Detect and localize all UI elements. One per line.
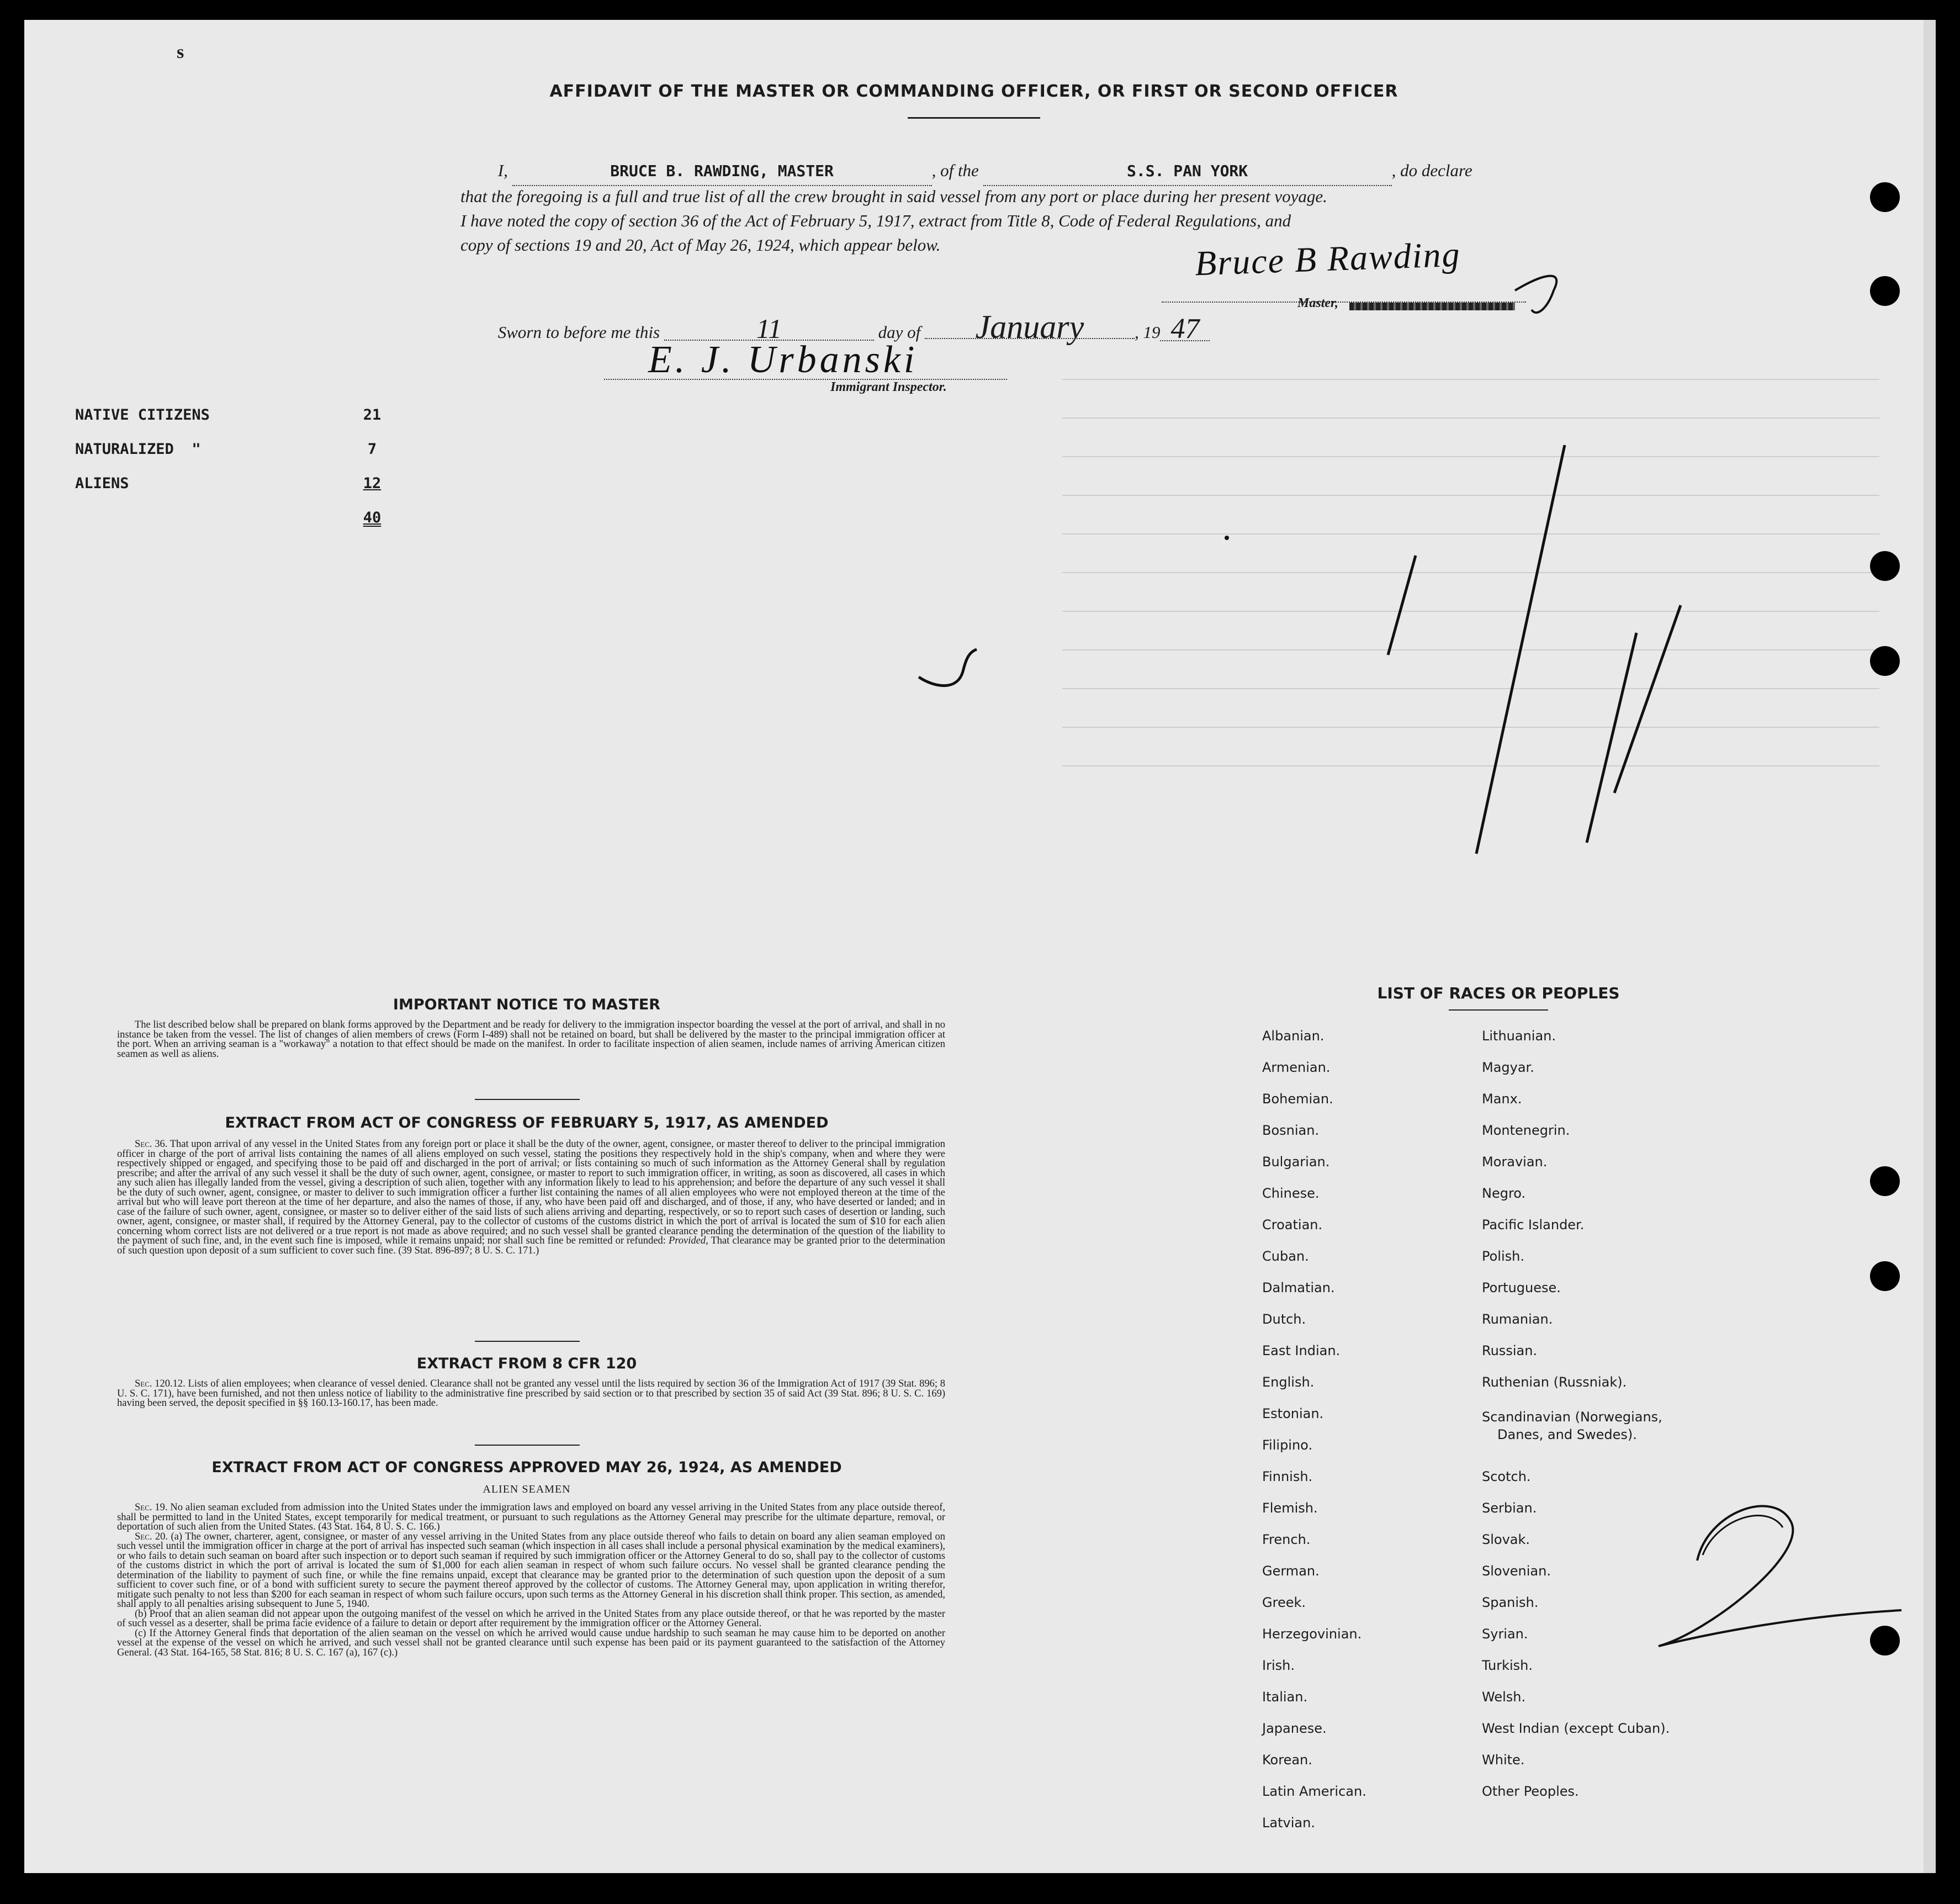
master-signature: Bruce B Rawding	[1194, 234, 1461, 283]
punch-hole	[1870, 276, 1900, 306]
year-value: 47	[1170, 313, 1200, 345]
race-item: Serbian.	[1482, 1500, 1537, 1516]
race-item: Estonian.	[1262, 1406, 1324, 1421]
master-name: BRUCE B. RAWDING, MASTER	[610, 162, 834, 180]
race-item: Dutch.	[1262, 1311, 1306, 1327]
punch-hole	[1870, 1626, 1900, 1656]
day-value: 11	[756, 313, 782, 344]
proviso-label: Provided,	[668, 1235, 708, 1246]
extract-1917-title: EXTRACT FROM ACT OF CONGRESS OF FEBRUARY 5, 1917, AS AMENDED	[225, 1114, 829, 1131]
race-item: Moravian.	[1482, 1154, 1548, 1170]
year-prefix: , 19	[1134, 322, 1161, 342]
race-item: Slovak.	[1482, 1532, 1530, 1547]
race-item: Syrian.	[1482, 1626, 1528, 1642]
notice-text	[117, 1020, 945, 1059]
master-caption: Master,	[1297, 296, 1339, 310]
declaration-line-1	[460, 157, 1565, 186]
punch-hole	[1870, 1261, 1900, 1291]
race-item: Bohemian.	[1262, 1091, 1333, 1107]
race-item: Ruthenian (Russniak).	[1482, 1374, 1627, 1390]
handwritten-page-number	[1625, 1489, 1913, 1665]
extract-cfr-text	[117, 1379, 945, 1409]
race-item: Irish.	[1262, 1658, 1295, 1673]
vessel-field	[983, 157, 1392, 186]
ink-dot	[1225, 536, 1229, 540]
races-divider	[1449, 1009, 1548, 1011]
race-item: White.	[1482, 1752, 1525, 1768]
tally-label: NATURALIZED "	[75, 441, 201, 458]
race-item: Greek.	[1262, 1595, 1306, 1610]
race-item: Flemish.	[1262, 1500, 1318, 1516]
declaration-line-4: copy of sections 19 and 20, Act of May 26, 1924, which appear below.	[460, 235, 941, 255]
inspector-caption: Immigrant Inspector.	[830, 380, 947, 394]
sworn-line	[460, 309, 1565, 346]
struck-title	[1349, 303, 1515, 310]
sworn-label: Sworn to before me this	[497, 322, 660, 342]
sec-120-label: Sec. 120.12.	[135, 1378, 186, 1389]
race-item: Japanese.	[1262, 1721, 1327, 1736]
tally-value: 7	[367, 441, 377, 458]
race-item: Albanian.	[1262, 1028, 1325, 1044]
extract-1924-title: EXTRACT FROM ACT OF CONGRESS APPROVED MAY 26, 1924, AS AMENDED	[211, 1459, 842, 1476]
extract-1917-text	[117, 1140, 945, 1256]
sec-20c-text: (c) If the Attorney General finds that deportation of the alien seaman on the vessel on which he arrived would cause undue hardship to such seaman he may cause him to be deported on another vessel at the expense of the vessel on which he arrived, and such vessel shall not be granted clearance until such expense has been paid or its payment guaranteed to the satisfaction of the Attorney General. (43 Stat. 164-165, 58 Stat. 816; 8 U. S. C. 167 (a), 167 (c).)	[117, 1627, 945, 1658]
day-of-label: day of	[878, 322, 921, 342]
race-item: Other Peoples.	[1482, 1784, 1579, 1799]
tally-label: ALIENS	[75, 475, 129, 492]
race-item: Latvian.	[1262, 1815, 1315, 1831]
corner-mark: s	[177, 42, 184, 62]
of-the-label: , of the	[931, 161, 979, 180]
races-left-column	[1262, 1028, 1483, 1857]
notice-title: IMPORTANT NOTICE TO MASTER	[393, 996, 661, 1013]
race-item: Pacific Islander.	[1482, 1217, 1585, 1233]
races-right-column	[1482, 1028, 1791, 1857]
document-page	[24, 20, 1924, 1873]
race-item: Polish.	[1482, 1249, 1524, 1264]
master-name-field	[512, 157, 932, 186]
title-divider	[908, 117, 1040, 119]
race-item: Filipino.	[1262, 1437, 1313, 1453]
punch-hole	[1870, 646, 1900, 676]
race-item: East Indian.	[1262, 1343, 1341, 1358]
do-declare-label: , do declare	[1391, 161, 1472, 180]
page-count-text: 1/11	[1327, 423, 1328, 424]
inspector-signature: E. J. Urbanski	[648, 339, 918, 381]
race-item: Portuguese.	[1482, 1280, 1561, 1295]
handwritten-page-count	[1327, 423, 1703, 876]
punch-hole	[1870, 551, 1900, 581]
race-item: Latin American.	[1262, 1784, 1366, 1799]
race-item: Finnish.	[1262, 1469, 1313, 1484]
section-divider	[475, 1445, 580, 1446]
tally-row-total	[75, 509, 406, 531]
affidavit-title: AFFIDAVIT OF THE MASTER OR COMMANDING OFFICER, OR FIRST OR SECOND OFFICER	[549, 82, 1399, 101]
tally-value: 12	[363, 475, 382, 492]
notice-paragraph: The list described below shall be prepared on blank forms approved by the Department and be ready for delivery to the immigration inspector boarding the vessel at the port of arrival, and shall in no instance be taken from the vessel. The list of changes of alien members of crews (Form I-489) shall not be retained on board, but shall be delivered by the master to the principal immigration officer at the port. When an arriving seaman is a "workaway" a notation to that effect should be made on the manifest. In order to facilitate inspection of alien seamen, include names of arriving American citizen seamen as well as aliens.	[117, 1019, 945, 1060]
sec-19-label: Sec. 19.	[135, 1502, 168, 1513]
month-field	[925, 309, 1135, 345]
sec-20a-text: (a) The owner, charterer, agent, consignee, or master of any vessel arriving in the United States from any place outside thereof who fails to detain on board any alien seaman employed on such vessel until the immigration officer in charge at the port of arrival has inspected such seaman (which inspection in all cases shall include a personal physical examination by the medical examiners), or who fails to detain such seaman on board after such inspection or to deport such seaman if required by such immigration officer or the Attorney General to do so, shall pay to the collector of customs of the customs district in which the port of arrival is located the sum of $1,000 for each alien seaman in respect of whom such failure occurs. No vessel shall be granted clearance pending the determination of the liability to payment of such fine, or while the fine remains unpaid, except that clearance may be granted prior to the determination of such question upon the deposit of a sum sufficient to cover such fine, or of a bond with sufficient surety to secure the payment thereof approved by the collector of customs. The Attorney General may, upon application in writing therefor, mitigate such penalty to not less than $200 for each seaman in respect of whom such failure occurs, upon such terms as the Attorney General in his discretion shall think proper. This section, as amended, shall apply to all penalties arising subsequent to June 5, 1940.	[117, 1531, 946, 1610]
sec-36-label: Sec. 36.	[135, 1139, 168, 1150]
race-item: Korean.	[1262, 1752, 1312, 1768]
race-item: Russian.	[1482, 1343, 1538, 1358]
punch-hole	[1870, 1166, 1900, 1196]
section-divider	[475, 1099, 580, 1100]
race-item: German.	[1262, 1563, 1320, 1579]
punch-hole	[1870, 182, 1900, 212]
race-item: Italian.	[1262, 1689, 1308, 1705]
month-value: January	[975, 309, 1084, 345]
tally-row-aliens	[75, 475, 406, 497]
tally-label: NATIVE CITIZENS	[75, 406, 210, 424]
race-item: West Indian (except Cuban).	[1482, 1721, 1670, 1736]
race-item: French.	[1262, 1532, 1311, 1547]
race-item: Danes, and Swedes).	[1497, 1427, 1637, 1442]
race-item: Chinese.	[1262, 1186, 1320, 1201]
race-item: Welsh.	[1482, 1689, 1526, 1705]
sec-120-text: Lists of alien employees; when clearance of vessel denied. Clearance shall not be granted any vessel until the lists required by section 36 of the Immigration Act of 1917 (39 Stat. 896; 8 U. S. C. 171), have been furnished, and not then unless notice of liability to the administrative fine prescribed by said section or to that prescribed by section 35 of said Act (39 Stat. 896; 8 U. S. C. 169) having been served, the deposit specified in §§ 160.13-160.17, has been made.	[117, 1378, 945, 1409]
proviso-text: That clearance may be granted prior to the determination of such question upon deposit of a sum sufficient to cover such fine. (39 Stat. 896-897; 8 U. S. C. 171.)	[117, 1235, 945, 1256]
alien-seamen-subtitle: ALIEN SEAMEN	[483, 1483, 571, 1495]
tally-total: 40	[363, 509, 382, 526]
race-item: Scandinavian (Norwegians,	[1482, 1409, 1662, 1425]
declaration-line-2: that the foregoing is a full and true list of all the crew brought in said vessel from any port or place during her present voyage.	[460, 187, 1327, 206]
race-item: Spanish.	[1482, 1595, 1539, 1610]
races-title: LIST OF RACES OR PEOPLES	[1377, 984, 1620, 1002]
declaration-line-3: I have noted the copy of section 36 of the Act of February 5, 1917, extract from Title 8, Code of Federal Regulations, and	[460, 211, 1291, 230]
race-item: Slovenian.	[1482, 1563, 1551, 1579]
day-field	[664, 313, 874, 344]
race-item: Turkish.	[1482, 1658, 1533, 1673]
sec-19-text: No alien seaman excluded from admission into the United States under the immigration laws and employed on board any vessel arriving in the United States from any place outside thereof, shall be permitted to land in the United States, except temporarily for medical treatment, or pursuant to such regulations as the Attorney General may prescribe for the ultimate departure, removal, or deportation of such alien from the United States. (43 Stat. 164, 8 U. S. C. 166.)	[117, 1502, 946, 1532]
race-item: Lithuanian.	[1482, 1028, 1556, 1044]
year-field	[1160, 313, 1210, 345]
section-divider	[475, 1341, 580, 1342]
race-item: Croatian.	[1262, 1217, 1323, 1233]
sec-36-text: That upon arrival of any vessel in the United States from any foreign port or place it shall be the duty of the owner, agent, consignee, or master thereof to deliver to the principal immigration officer in charge of the port of arrival lists containing the names of all aliens employed on such vessel, stating the positions they respectively hold in the ship's company, when and where they were respectively shipped or engaged, and specifying those to be paid off and discharged in the port of arrival; or lists containing so much of such information as the Attorney General shall by regulation prescribe; and after the arrival of any such vessel it shall be the duty of such owner, agent, consignee, or master to report to such immigration officer, in writing, as soon as discovered, all cases in which any such alien has illegally landed from the vessel, giving a description of such alien, together with any information likely to lead to his apprehension; and before the departure of any such vessel it shall be the duty of such owner, agent, consignee, or master to deliver to such immigration officer a further list containing the names of all alien employees who were not employed thereon at the time of the arrival but who will leave port thereon at the time of her departure, and also the names of those, if any, who have been paid off and discharged, and of those, if any, who have deserted or landed; and in case of the failure of such owner, agent, consignee, or master so to deliver either of the said lists of such aliens arriving and departing, respectively, or so to report such cases of desertion or landing, such owner, agent, consignee, or master shall, if required by the Attorney General, pay to the collector of customs of the customs district in which the port of arrival is located the sum of $10 for each alien concerning whom correct lists are not delivered or a true report is not made as above required; and no such vessel shall be granted clearance pending the determination of the question of the liability to the payment of such fine, and, in the event such fine is imposed, while it remains unpaid; nor shall such fine be remitted or refunded:	[117, 1139, 945, 1246]
signature-flourish	[1509, 257, 1576, 324]
race-item: Armenian.	[1262, 1060, 1331, 1075]
tally-row-naturalized	[75, 441, 406, 463]
vessel-name: S.S. PAN YORK	[1127, 162, 1248, 180]
tally-value: 21	[363, 406, 382, 424]
race-item: Negro.	[1482, 1186, 1526, 1201]
race-item: Manx.	[1482, 1091, 1522, 1107]
race-item: Dalmatian.	[1262, 1280, 1335, 1295]
extract-1924-text	[117, 1503, 945, 1658]
stray-check-mark	[913, 638, 990, 699]
tally-row-native	[75, 406, 406, 429]
extract-cfr-title: EXTRACT FROM 8 CFR 120	[416, 1355, 637, 1372]
race-item: Magyar.	[1482, 1060, 1534, 1075]
race-item: Cuban.	[1262, 1249, 1309, 1264]
page-edge	[1924, 20, 1936, 1873]
i-label: I,	[497, 161, 508, 180]
race-item: English.	[1262, 1374, 1315, 1390]
race-item: Bosnian.	[1262, 1123, 1320, 1138]
race-item: Scotch.	[1482, 1469, 1531, 1484]
sec-20-label: Sec. 20.	[135, 1531, 168, 1542]
sec-20b-text: (b) Proof that an alien seaman did not appear upon the outgoing manifest of the vessel on which he arrived in the United States from any place outside thereof, or that he was reported by the master of such vessel as a deserter, shall be prima facie evidence of a failure to detain or deport after requirement by the immigration officer or the Attorney General.	[117, 1608, 945, 1629]
race-item: Bulgarian.	[1262, 1154, 1330, 1170]
crew-tally	[75, 406, 417, 539]
race-item: Herzegovinian.	[1262, 1626, 1362, 1642]
race-item: Montenegrin.	[1482, 1123, 1570, 1138]
race-item: Rumanian.	[1482, 1311, 1553, 1327]
